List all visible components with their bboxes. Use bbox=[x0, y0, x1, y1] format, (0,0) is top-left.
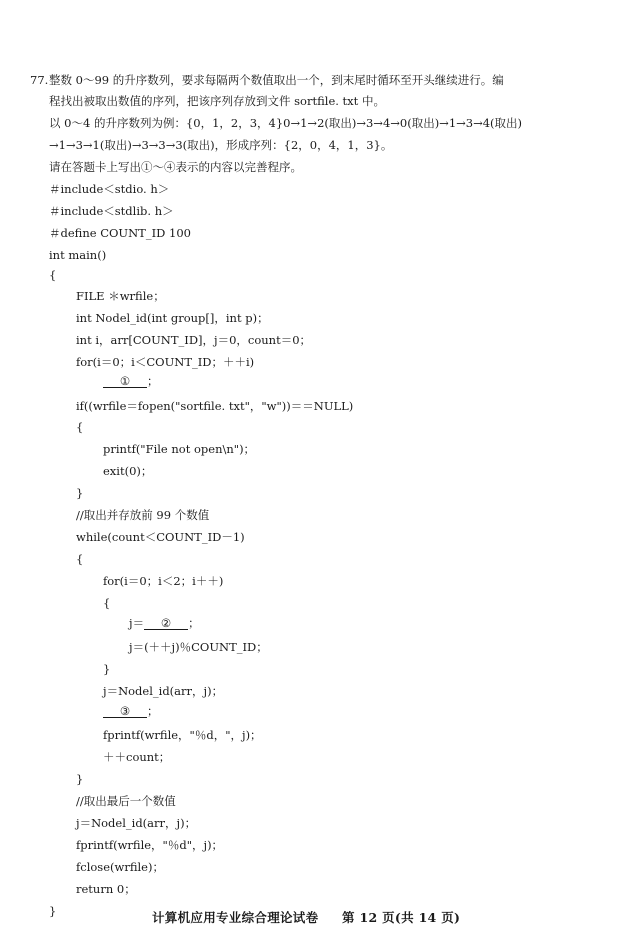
code-line: int main() bbox=[49, 248, 107, 262]
code-line: { bbox=[103, 596, 111, 610]
code-line-blank-1: ① ； bbox=[103, 374, 159, 388]
footer-title: 计算机应用专业综合理论试卷 bbox=[152, 910, 319, 925]
code-line: for(i＝0；i＜COUNT_ID；＋＋i) bbox=[76, 355, 255, 369]
code-line: j＝Nodel_id(arr，j)； bbox=[76, 816, 197, 830]
question-number: 77. bbox=[30, 73, 49, 87]
example-line2: →1→3→1(取出)→3→3→3(取出)，形成序列：{2，0，4，1，3}。 bbox=[49, 138, 393, 152]
code-line: fprintf(wrfile，"％d，"，j)； bbox=[103, 728, 262, 742]
code-line: int i，arr[COUNT_ID]，j＝0，count＝0； bbox=[76, 333, 312, 347]
code-line: ＃define COUNT_ID 100 bbox=[49, 226, 191, 240]
code-comment: //取出最后一个数值 bbox=[76, 794, 176, 808]
code-line: fprintf(wrfile，"％d"，j)； bbox=[76, 838, 224, 852]
code-line: } bbox=[76, 772, 84, 786]
code-line: } bbox=[103, 662, 111, 676]
question-statement-line2: 程找出被取出数值的序列，把该序列存放到文件 sortfile. txt 中。 bbox=[49, 94, 385, 108]
footer-page-number: 第 12 页(共 14 页) bbox=[342, 910, 461, 925]
code-line: } bbox=[76, 486, 84, 500]
code-line: j＝(＋＋j)％COUNT_ID； bbox=[129, 640, 268, 654]
code-line: ＃include＜stdlib. h＞ bbox=[49, 204, 174, 218]
code-line: printf("File not open\n")； bbox=[103, 442, 256, 456]
code-line: ＋＋count； bbox=[103, 750, 171, 764]
answer-blank-3: ③ bbox=[103, 705, 147, 718]
code-line: j＝Nodel_id(arr，j)； bbox=[103, 684, 224, 698]
instruction-text: 请在答题卡上写出①～④表示的内容以完善程序。 bbox=[49, 160, 302, 174]
code-line: int Nodel_id(int group[]，int p)； bbox=[76, 311, 269, 325]
code-line: return 0； bbox=[76, 882, 136, 896]
code-line: for(i＝0；i＜2；i＋＋) bbox=[103, 574, 224, 588]
code-line-blank-2: j＝ ② ； bbox=[129, 616, 200, 630]
code-line: { bbox=[49, 268, 57, 282]
code-line: { bbox=[76, 420, 84, 434]
question-statement-line1: 整数 0～99 的升序数列，要求每隔两个数值取出一个，到末尾时循环至开头继续进行。编 bbox=[49, 73, 504, 87]
answer-blank-1: ① bbox=[103, 375, 147, 388]
example-line1: 以 0～4 的升序数列为例：{0，1，2，3，4}0→1→2(取出)→3→4→0(取出)→1→3→4(取出) bbox=[49, 116, 523, 130]
code-line: { bbox=[76, 552, 84, 566]
code-comment: //取出并存放前 99 个数值 bbox=[76, 508, 210, 522]
answer-blank-2: ② bbox=[144, 617, 188, 630]
code-line: } bbox=[49, 904, 57, 918]
code-line: exit(0)； bbox=[103, 464, 153, 478]
code-line: if((wrfile＝fopen("sortfile. txt"，"w"))＝＝NULL) bbox=[76, 399, 354, 413]
code-line: FILE ＊wrfile； bbox=[76, 289, 165, 303]
code-line-blank-3: ③ ； bbox=[103, 704, 159, 718]
code-line: ＃include＜stdio. h＞ bbox=[49, 182, 170, 196]
code-line: fclose(wrfile)； bbox=[76, 860, 164, 874]
code-line: while(count＜COUNT_ID－1) bbox=[76, 530, 245, 544]
